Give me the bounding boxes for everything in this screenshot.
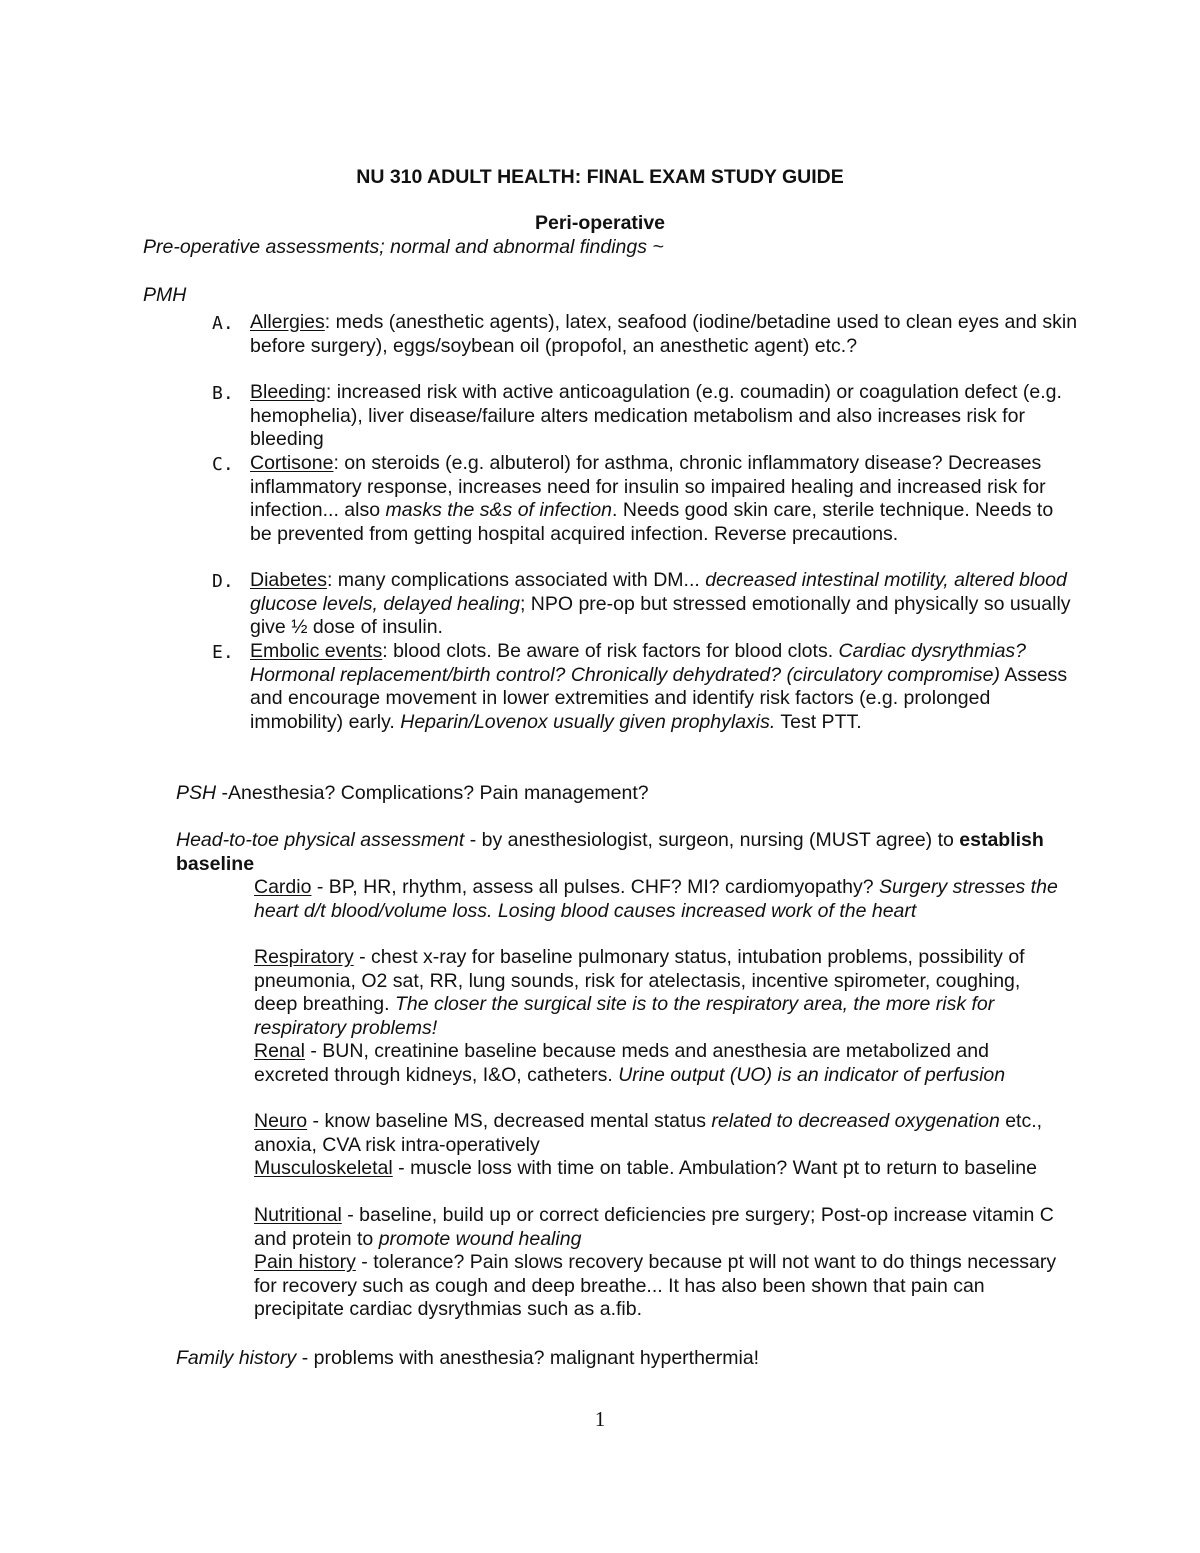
pmh-item-text: ; NPO pre-op but stressed emotionally and physically so usually give ½ dose of insulin. — [250, 592, 1071, 638]
system-item-term: Cardio — [254, 876, 312, 898]
pmh-item-text: Heparin/Lovenox usually given prophylaxis. — [400, 710, 776, 733]
psh-line — [176, 782, 1076, 806]
pmh-item — [250, 640, 1080, 734]
head-to-toe-paragraph — [176, 829, 1056, 876]
pmh-item — [250, 569, 1080, 640]
pmh-item-text: : on steroids (e.g. albuterol) for asthma, chronic inflammatory disease? Decreases inflammatory response, increases need for insulin so impaired healing and increased risk for infection... also — [250, 452, 1046, 521]
system-item-text: Surgery stresses the heart d/t blood/volume loss. Losing blood causes increased work of the heart — [254, 876, 1058, 922]
document-title: NU 310 ADULT HEALTH: FINAL EXAM STUDY GUIDE — [356, 166, 844, 188]
system-item-text: - know baseline MS, decreased mental status — [307, 1110, 712, 1132]
system-item-text: - tolerance? Pain slows recovery because pt will not want to do things necessary for recovery such as cough and deep breathe... It has also been shown that pain can precipitate cardiac dysrythmias such as a.fib. — [254, 1251, 1057, 1320]
system-item-text: The closer the surgical site is to the respiratory area, the more risk for respiratory problems! — [254, 993, 995, 1039]
system-item-text: - BP, HR, rhythm, assess all pulses. CHF? MI? cardiomyopathy? — [311, 876, 879, 898]
intro-line: Pre-operative assessments; normal and abnormal findings ~ — [143, 236, 664, 258]
pmh-item-letter: E. — [212, 642, 234, 663]
system-item-text: - baseline, build up or correct deficiencies pre surgery; Post-op increase vitamin C and protein to — [254, 1204, 1054, 1250]
pmh-item-letter: B. — [212, 383, 234, 404]
system-item-text: - muscle loss with time on table. Ambulation? Want pt to return to baseline — [392, 1157, 1037, 1179]
pmh-item-text: . Needs good skin care, sterile technique. Needs to be prevented from getting hospital acquired infection. Reverse precautions. — [250, 499, 1054, 545]
pmh-item-text: : meds (anesthetic agents), latex, seafood (iodine/betadine used to clean eyes and skin before surgery), eggs/soybean oil (propofol, an anesthetic agent) etc.? — [250, 311, 1078, 357]
system-item — [254, 1251, 1064, 1322]
system-item-text: etc., anoxia, CVA risk intra-operatively — [254, 1110, 1043, 1156]
pmh-item — [250, 452, 1080, 546]
system-item-text: related to decreased oxygenation — [711, 1110, 1000, 1132]
system-item-term: Pain history — [254, 1251, 356, 1273]
system-item — [254, 946, 1064, 1040]
psh-text: -Anesthesia? Complications? Pain management? — [216, 782, 649, 804]
head-to-toe-text: - by anesthesiologist, surgeon, nursing (MUST agree) to — [464, 829, 960, 851]
pmh-item-text: Assess and encourage movement in lower extremities and identify risk factors (e.g. prolonged immobility) early. — [250, 663, 1068, 733]
pmh-item-text: : blood clots. Be aware of risk factors for blood clots. — [382, 640, 839, 662]
system-item-term: Respiratory — [254, 946, 354, 968]
family-history-line — [176, 1347, 1076, 1371]
pmh-item-term: Allergies — [250, 311, 325, 333]
head-to-toe-label: Head-to-toe physical assessment — [176, 829, 465, 851]
family-history-text: - problems with anesthesia? malignant hyperthermia! — [296, 1347, 760, 1369]
pmh-item-letter: A. — [212, 313, 234, 334]
system-item-text: - chest x-ray for baseline pulmonary status, intubation problems, possibility of pneumonia, O2 sat, RR, lung sounds, risk for atelectasis, incentive spirometer, coughing, deep breathing. — [254, 946, 1025, 1015]
pmh-item — [250, 381, 1080, 452]
pmh-item-text: decreased intestinal motility, altered blood glucose levels, delayed healing — [250, 569, 1067, 615]
system-item-text: promote wound healing — [378, 1227, 582, 1250]
system-item — [254, 1110, 1064, 1157]
pmh-item-text: : increased risk with active anticoagulation (e.g. coumadin) or coagulation defect (e.g. hemophelia), liver disease/failure alters medication metabolism and also increases risk for bleeding — [250, 381, 1062, 450]
page-number: 1 — [594, 1407, 606, 1431]
pmh-item-term: Bleeding — [250, 381, 326, 403]
system-item-term: Nutritional — [254, 1204, 342, 1226]
pmh-item-term: Embolic events — [250, 640, 383, 662]
system-item-text: - BUN, creatinine baseline because meds and anesthesia are metabolized and excreted through kidneys, I&O, catheters. — [254, 1040, 989, 1086]
system-item-term: Musculoskeletal — [254, 1157, 393, 1179]
head-to-toe-bold: establish baseline — [176, 829, 1044, 875]
pmh-item-letter: C. — [212, 454, 234, 475]
family-history-label: Family history — [176, 1347, 297, 1369]
pmh-item-text: : many complications associated with DM... — [326, 569, 706, 591]
system-item — [254, 1204, 1064, 1251]
pmh-item-letter: D. — [212, 571, 234, 592]
system-item-term: Renal — [254, 1040, 305, 1062]
psh-label: PSH — [176, 782, 217, 804]
system-item — [254, 1040, 1064, 1087]
pmh-item-text: masks the s&s of infection — [385, 499, 613, 521]
pmh-item — [250, 311, 1080, 358]
pmh-item-term: Cortisone — [250, 452, 334, 474]
pmh-item-term: Diabetes — [250, 569, 327, 591]
pmh-label: PMH — [143, 284, 187, 306]
system-item — [254, 876, 1064, 923]
pmh-item-text: Test PTT. — [775, 710, 862, 733]
section-heading: Peri-operative — [534, 212, 666, 234]
system-item — [254, 1157, 1064, 1181]
system-item-text: Urine output (UO) is an indicator of perfusion — [618, 1063, 1006, 1086]
pmh-item-text: Cardiac dysrythmias? Hormonal replacement/birth control? Chronically dehydrated? (circulatory compromise) — [250, 640, 1027, 686]
system-item-term: Neuro — [254, 1110, 308, 1132]
